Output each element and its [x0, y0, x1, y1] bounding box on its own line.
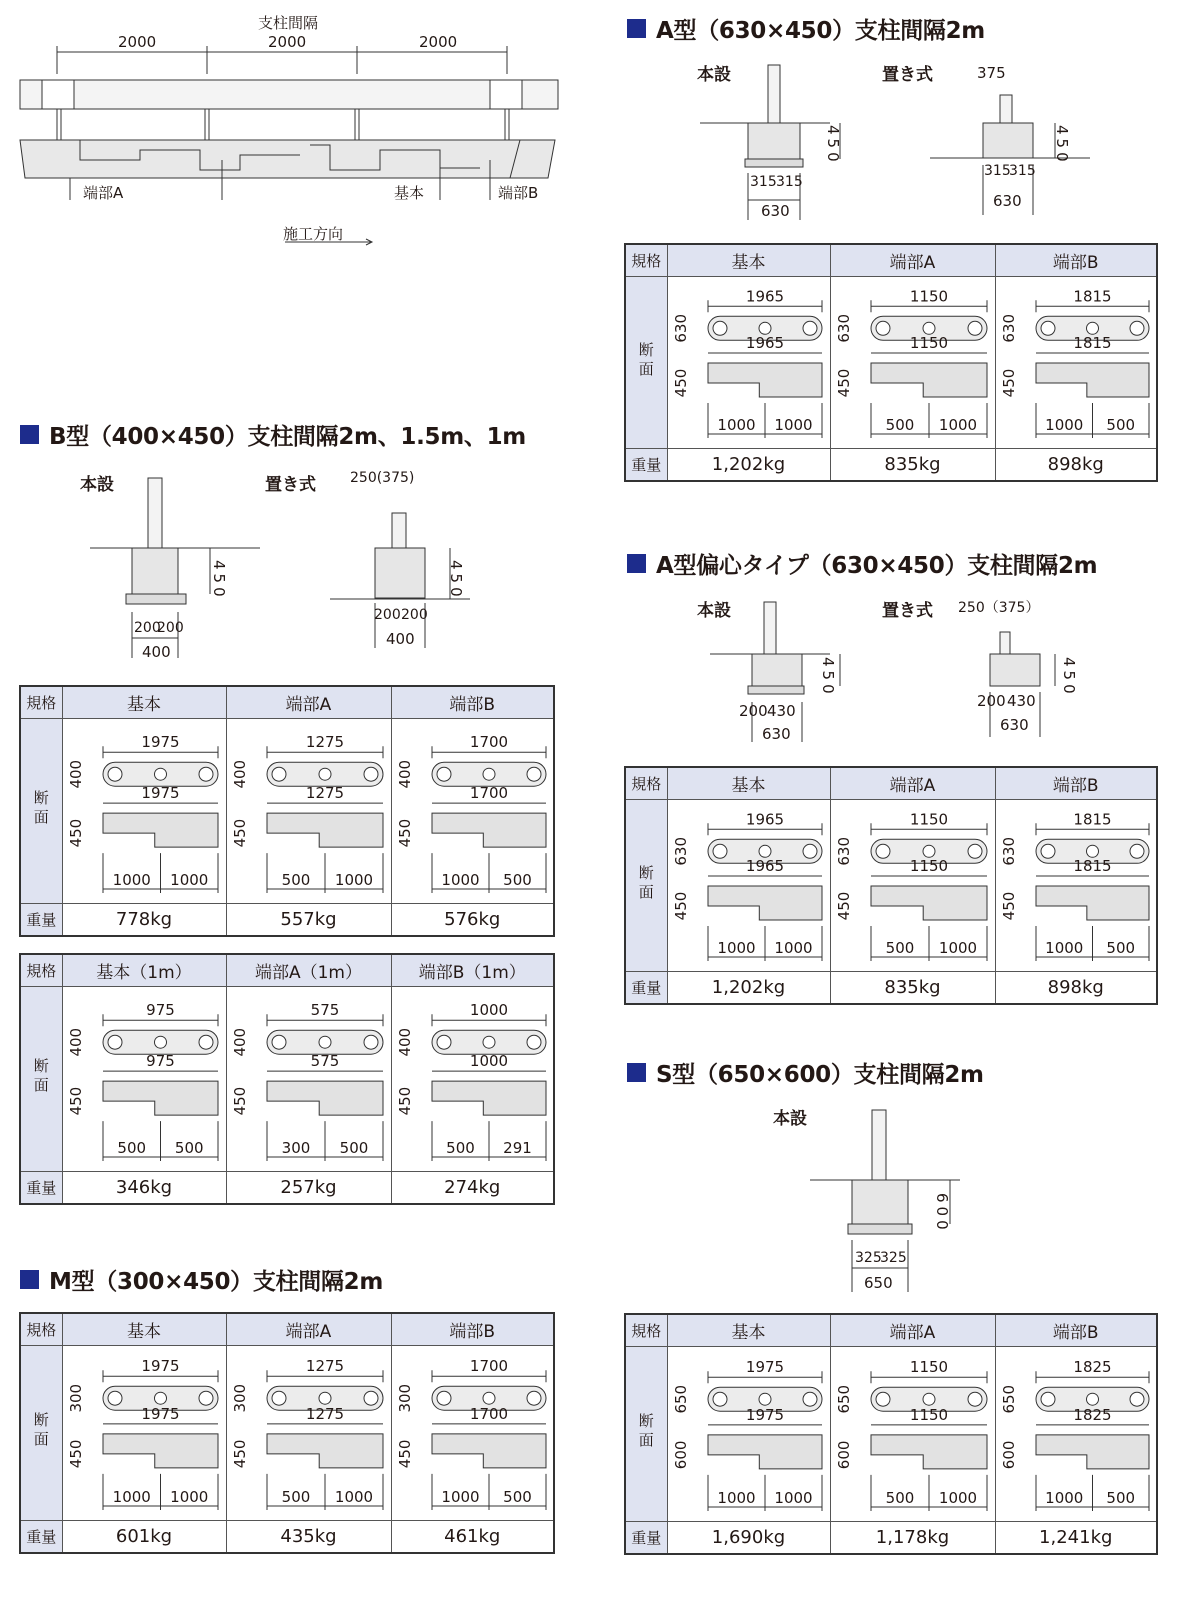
- row-weight: 重量: [20, 1521, 62, 1554]
- bullet-square-icon: [627, 554, 646, 573]
- a-offset-install-drawing: [700, 592, 1100, 752]
- section-cell: [830, 1347, 995, 1522]
- plan-width: 300: [395, 1383, 414, 1413]
- b-height-placed: 450: [447, 560, 465, 601]
- elevation-length: 1700: [469, 1404, 508, 1423]
- row-section: 断面: [20, 987, 62, 1172]
- plan-length: 1815: [1072, 287, 1112, 306]
- col-end-a: 端部A: [226, 1313, 391, 1346]
- weight-end-b: 274kg: [391, 1172, 554, 1205]
- sub-length-1: 1000: [1044, 939, 1083, 957]
- elevation-height: 450: [834, 368, 853, 398]
- row-weight: 重量: [625, 449, 667, 482]
- install-placed-label: 置き式: [882, 601, 933, 621]
- sub-length-1: 1000: [1044, 1489, 1083, 1507]
- plan-length: 1150: [909, 287, 948, 306]
- col-end-b: 端部B: [391, 686, 554, 719]
- weight-basic: 346kg: [62, 1172, 226, 1205]
- section-figure: [668, 277, 830, 448]
- plan-width: 400: [66, 759, 85, 789]
- weight-basic: 1,202kg: [667, 972, 830, 1005]
- plan-width: 630: [671, 313, 690, 343]
- plan-length: 1150: [909, 810, 948, 829]
- section-cell: [995, 277, 1157, 449]
- a-spec-table: [624, 243, 1158, 482]
- plan-length: 1000: [469, 1001, 508, 1020]
- sub-length-2: 500: [502, 871, 532, 889]
- s-half-2: 325: [880, 1250, 907, 1266]
- sub-length-2: 500: [174, 1139, 204, 1157]
- weight-end-a: 557kg: [226, 904, 391, 937]
- a-half-2: 315: [776, 174, 803, 190]
- sub-length-1: 1000: [440, 1488, 480, 1506]
- plan-width: 400: [230, 1027, 249, 1057]
- b-height-main: 450: [210, 560, 228, 601]
- section-title-a: A型（630×450）支柱間隔2m: [627, 12, 985, 45]
- sub-length-2: 1000: [334, 871, 373, 889]
- elevation-length: 1275: [305, 1404, 344, 1423]
- col-end-a: 端部A: [226, 686, 391, 719]
- elevation-height: 450: [395, 1086, 414, 1116]
- elevation-height: 600: [999, 1440, 1018, 1470]
- b-placed-half-1: 200: [374, 607, 401, 623]
- sub-length-1: 500: [885, 416, 914, 434]
- section-cell: [62, 719, 226, 904]
- sub-length-1: 300: [281, 1139, 310, 1157]
- section-figure: [63, 1346, 226, 1520]
- bullet-square-icon: [627, 1063, 646, 1082]
- plan-width: 630: [999, 313, 1018, 343]
- section-title-m: M型（300×450）支柱間隔2m: [20, 1263, 383, 1296]
- section-cell: [830, 800, 995, 972]
- install-main-label: 本設: [80, 475, 114, 495]
- col-basic: 基本: [667, 1314, 830, 1347]
- sub-length-1: 500: [116, 1139, 146, 1157]
- section-figure: [831, 800, 995, 971]
- spec-header: 規格: [625, 244, 667, 277]
- overview-diagram: [0, 0, 560, 260]
- bullet-square-icon: [20, 425, 39, 444]
- col-end-a: 端部A: [830, 1314, 995, 1347]
- a-offset-half-1: 200: [739, 702, 768, 720]
- a-offset-placed-width: 250（375）: [958, 600, 1040, 616]
- b-total-main: 400: [142, 643, 171, 661]
- section-cell: [391, 1346, 554, 1521]
- s-spec-table: [624, 1313, 1158, 1555]
- b-placed-half-2: 200: [401, 607, 428, 623]
- weight-basic: 1,202kg: [667, 449, 830, 482]
- s-half-1: 325: [855, 1250, 882, 1266]
- section-title-b: B型（400×450）支柱間隔2m、1.5m、1m: [20, 418, 526, 451]
- weight-end-b: 1,241kg: [995, 1522, 1157, 1555]
- sub-length-2: 1000: [334, 1488, 373, 1506]
- plan-width: 630: [834, 313, 853, 343]
- plan-length: 1965: [745, 287, 784, 306]
- section-cell: [226, 1346, 391, 1521]
- elevation-height: 600: [671, 1440, 690, 1470]
- a-placed-half-1: 315: [984, 163, 1011, 179]
- plan-width: 300: [230, 1383, 249, 1413]
- section-cell: [995, 800, 1157, 972]
- b-spec-table-1: [19, 685, 555, 937]
- plan-length: 1700: [469, 733, 508, 752]
- plan-width: 630: [834, 836, 853, 866]
- elevation-length: 975: [145, 1052, 175, 1071]
- sub-length-2: 1000: [938, 1489, 977, 1507]
- label-end-a: 端部A: [83, 184, 124, 202]
- b-half-2: 200: [157, 620, 184, 636]
- section-figure: [392, 1346, 554, 1520]
- elevation-height: 450: [230, 1086, 249, 1116]
- sub-length-2: 1000: [938, 416, 977, 434]
- col-end-b: 端部B: [995, 1314, 1157, 1347]
- row-weight: 重量: [20, 904, 62, 937]
- row-section: 断面: [20, 719, 62, 904]
- section-cell: [667, 277, 830, 449]
- section-figure: [392, 719, 554, 903]
- label-basic: 基本: [394, 184, 425, 202]
- plan-width: 650: [999, 1384, 1018, 1414]
- section-figure: [392, 987, 554, 1171]
- row-weight: 重量: [625, 1522, 667, 1555]
- section-figure: [668, 1347, 830, 1521]
- spec-header: 規格: [20, 1313, 62, 1346]
- row-section: 断面: [625, 800, 667, 972]
- sub-length-2: 500: [339, 1139, 368, 1157]
- sub-length-1: 1000: [1044, 416, 1083, 434]
- plan-length: 1275: [305, 1357, 344, 1376]
- weight-end-b: 898kg: [995, 449, 1157, 482]
- plan-width: 400: [66, 1027, 85, 1057]
- col-basic: 基本: [62, 1313, 226, 1346]
- spec-header: 規格: [625, 1314, 667, 1347]
- label-end-b: 端部B: [498, 184, 539, 202]
- weight-basic: 1,690kg: [667, 1522, 830, 1555]
- section-cell: [62, 1346, 226, 1521]
- a-placed-half-2: 315: [1009, 163, 1036, 179]
- a-total-placed: 630: [993, 192, 1022, 210]
- sub-length-2: 500: [1105, 1489, 1135, 1507]
- section-cell: [62, 987, 226, 1172]
- weight-end-a: 435kg: [226, 1521, 391, 1554]
- weight-basic: 601kg: [62, 1521, 226, 1554]
- section-figure: [227, 1346, 391, 1520]
- col-basic: 基本: [667, 244, 830, 277]
- construction-direction: 施工方向: [283, 225, 344, 243]
- a-offset-height-main: 450: [819, 657, 837, 698]
- col-end-a-1m: 端部A（1m）: [226, 954, 391, 987]
- elevation-length: 1150: [909, 857, 948, 876]
- plan-length: 1150: [909, 1358, 948, 1377]
- col-end-b: 端部B: [391, 1313, 554, 1346]
- elevation-height: 450: [834, 891, 853, 921]
- s-height-main: 600: [933, 1193, 951, 1234]
- elevation-height: 450: [230, 1439, 249, 1469]
- col-basic: 基本: [667, 767, 830, 800]
- sub-length-1: 1000: [716, 939, 756, 957]
- b-placed-width: 250(375): [350, 470, 415, 486]
- a-half-1: 315: [750, 174, 777, 190]
- section-cell: [667, 1347, 830, 1522]
- row-section: 断面: [20, 1346, 62, 1521]
- a-total-main: 630: [761, 202, 790, 220]
- col-end-b-1m: 端部B（1m）: [391, 954, 554, 987]
- a-offset-placed-half-2: 430: [1007, 692, 1036, 710]
- sub-length-1: 1000: [716, 416, 756, 434]
- a-offset-height-placed: 450: [1060, 657, 1078, 698]
- plan-length: 1275: [305, 733, 344, 752]
- col-basic-1m: 基本（1m）: [62, 954, 226, 987]
- spec-header: 規格: [20, 686, 62, 719]
- elevation-height: 450: [66, 818, 85, 848]
- plan-length: 1975: [745, 1358, 784, 1377]
- sub-length-1: 500: [885, 1489, 914, 1507]
- sub-length-2: 1000: [773, 939, 813, 957]
- install-main-label: 本設: [697, 65, 731, 85]
- section-cell: [226, 987, 391, 1172]
- sub-length-1: 500: [281, 871, 310, 889]
- sub-length-2: 291: [502, 1139, 532, 1157]
- weight-end-b: 461kg: [391, 1521, 554, 1554]
- plan-width: 650: [671, 1384, 690, 1414]
- b-spec-table-2: [19, 953, 555, 1205]
- sub-length-1: 500: [885, 939, 914, 957]
- weight-end-b: 576kg: [391, 904, 554, 937]
- bullet-square-icon: [627, 19, 646, 38]
- col-end-b: 端部B: [995, 244, 1157, 277]
- elevation-length: 1975: [745, 1405, 784, 1424]
- bullet-square-icon: [20, 1270, 39, 1289]
- spec-header: 規格: [20, 954, 62, 987]
- a-install-drawing: [700, 55, 1100, 225]
- col-end-b: 端部B: [995, 767, 1157, 800]
- elevation-length: 1815: [1072, 857, 1112, 876]
- elevation-height: 450: [395, 1439, 414, 1469]
- span-1: 2000: [118, 33, 157, 51]
- spec-header: 規格: [625, 767, 667, 800]
- elevation-length: 1965: [745, 334, 784, 353]
- row-section: 断面: [625, 277, 667, 449]
- plan-width: 400: [230, 759, 249, 789]
- a-placed-width: 375: [977, 64, 1006, 82]
- sub-length-2: 1000: [773, 416, 813, 434]
- plan-width: 400: [395, 759, 414, 789]
- plan-width: 400: [395, 1027, 414, 1057]
- sub-length-1: 1000: [716, 1489, 756, 1507]
- row-weight: 重量: [20, 1172, 62, 1205]
- elevation-height: 450: [230, 818, 249, 848]
- span-2: 2000: [268, 33, 307, 51]
- elevation-height: 450: [999, 891, 1018, 921]
- install-placed-label: 置き式: [265, 475, 316, 495]
- row-weight: 重量: [625, 972, 667, 1005]
- sub-length-2: 1000: [773, 1489, 813, 1507]
- plan-width: 300: [66, 1383, 85, 1413]
- section-figure: [668, 800, 830, 971]
- section-figure: [996, 800, 1157, 971]
- col-basic: 基本: [62, 686, 226, 719]
- plan-width: 630: [671, 836, 690, 866]
- span-title: 支柱間隔: [258, 14, 319, 32]
- section-figure: [996, 277, 1157, 448]
- install-placed-label: 置き式: [882, 65, 933, 85]
- elevation-length: 1975: [140, 1404, 180, 1423]
- row-section: 断面: [625, 1347, 667, 1522]
- weight-basic: 778kg: [62, 904, 226, 937]
- plan-length: 1975: [140, 733, 180, 752]
- elevation-length: 1965: [745, 857, 784, 876]
- a-offset-total-placed: 630: [1000, 716, 1029, 734]
- plan-length: 1965: [745, 810, 784, 829]
- section-figure: [227, 719, 391, 903]
- weight-end-a: 1,178kg: [830, 1522, 995, 1555]
- section-figure: [227, 987, 391, 1171]
- section-title-s: S型（650×600）支柱間隔2m: [627, 1056, 984, 1089]
- m-spec-table: [19, 1312, 555, 1554]
- s-install-drawing: [800, 1100, 1000, 1300]
- section-cell: [391, 719, 554, 904]
- elevation-height: 600: [834, 1440, 853, 1470]
- plan-length: 575: [310, 1001, 339, 1020]
- section-cell: [667, 800, 830, 972]
- section-figure: [831, 1347, 995, 1521]
- elevation-height: 450: [66, 1439, 85, 1469]
- weight-end-a: 835kg: [830, 972, 995, 1005]
- elevation-length: 1975: [140, 784, 180, 803]
- sub-length-1: 500: [281, 1488, 310, 1506]
- plan-length: 1975: [140, 1357, 180, 1376]
- col-end-a: 端部A: [830, 767, 995, 800]
- section-cell: [995, 1347, 1157, 1522]
- weight-end-b: 898kg: [995, 972, 1157, 1005]
- sub-length-1: 1000: [112, 871, 151, 889]
- a-height-main: 450: [824, 125, 842, 166]
- section-figure: [63, 987, 226, 1171]
- plan-length: 1815: [1072, 810, 1112, 829]
- elevation-height: 450: [395, 818, 414, 848]
- elevation-length: 1275: [305, 784, 344, 803]
- elevation-length: 1700: [469, 784, 508, 803]
- s-total-main: 650: [864, 1274, 893, 1292]
- section-figure: [831, 277, 995, 448]
- elevation-height: 450: [671, 891, 690, 921]
- elevation-height: 450: [671, 368, 690, 398]
- elevation-length: 1825: [1072, 1405, 1112, 1424]
- section-cell: [226, 719, 391, 904]
- sub-length-2: 500: [1105, 939, 1135, 957]
- a-offset-spec-table: [624, 766, 1158, 1005]
- install-main-label: 本設: [773, 1109, 807, 1129]
- elevation-length: 575: [310, 1052, 339, 1071]
- plan-width: 630: [999, 836, 1018, 866]
- elevation-length: 1815: [1072, 334, 1112, 353]
- section-cell: [391, 987, 554, 1172]
- sub-length-1: 500: [445, 1139, 475, 1157]
- weight-end-a: 835kg: [830, 449, 995, 482]
- a-offset-placed-half-1: 200: [977, 692, 1006, 710]
- a-height-placed: 450: [1053, 125, 1071, 166]
- sub-length-2: 500: [1105, 416, 1135, 434]
- span-3: 2000: [419, 33, 458, 51]
- elevation-length: 1150: [909, 1405, 948, 1424]
- plan-width: 650: [834, 1384, 853, 1414]
- plan-length: 975: [145, 1001, 175, 1020]
- elevation-height: 450: [999, 368, 1018, 398]
- plan-length: 1700: [469, 1357, 508, 1376]
- b-half-1: 200: [134, 620, 161, 636]
- elevation-length: 1150: [909, 334, 948, 353]
- plan-length: 1825: [1072, 1358, 1112, 1377]
- elevation-length: 1000: [469, 1052, 508, 1071]
- sub-length-1: 1000: [440, 871, 480, 889]
- b-total-placed: 400: [386, 630, 415, 648]
- section-title-a-offset: A型偏心タイプ（630×450）支柱間隔2m: [627, 547, 1097, 580]
- section-figure: [63, 719, 226, 903]
- sub-length-2: 1000: [938, 939, 977, 957]
- a-offset-half-2: 430: [767, 702, 796, 720]
- a-offset-total-main: 630: [762, 725, 791, 743]
- elevation-height: 450: [66, 1086, 85, 1116]
- weight-end-a: 257kg: [226, 1172, 391, 1205]
- sub-length-2: 1000: [169, 1488, 208, 1506]
- sub-length-1: 1000: [112, 1488, 151, 1506]
- col-end-a: 端部A: [830, 244, 995, 277]
- section-cell: [830, 277, 995, 449]
- b-install-drawing: [80, 468, 500, 668]
- sub-length-2: 500: [502, 1488, 532, 1506]
- install-main-label: 本設: [697, 601, 731, 621]
- sub-length-2: 1000: [169, 871, 208, 889]
- section-figure: [996, 1347, 1157, 1521]
